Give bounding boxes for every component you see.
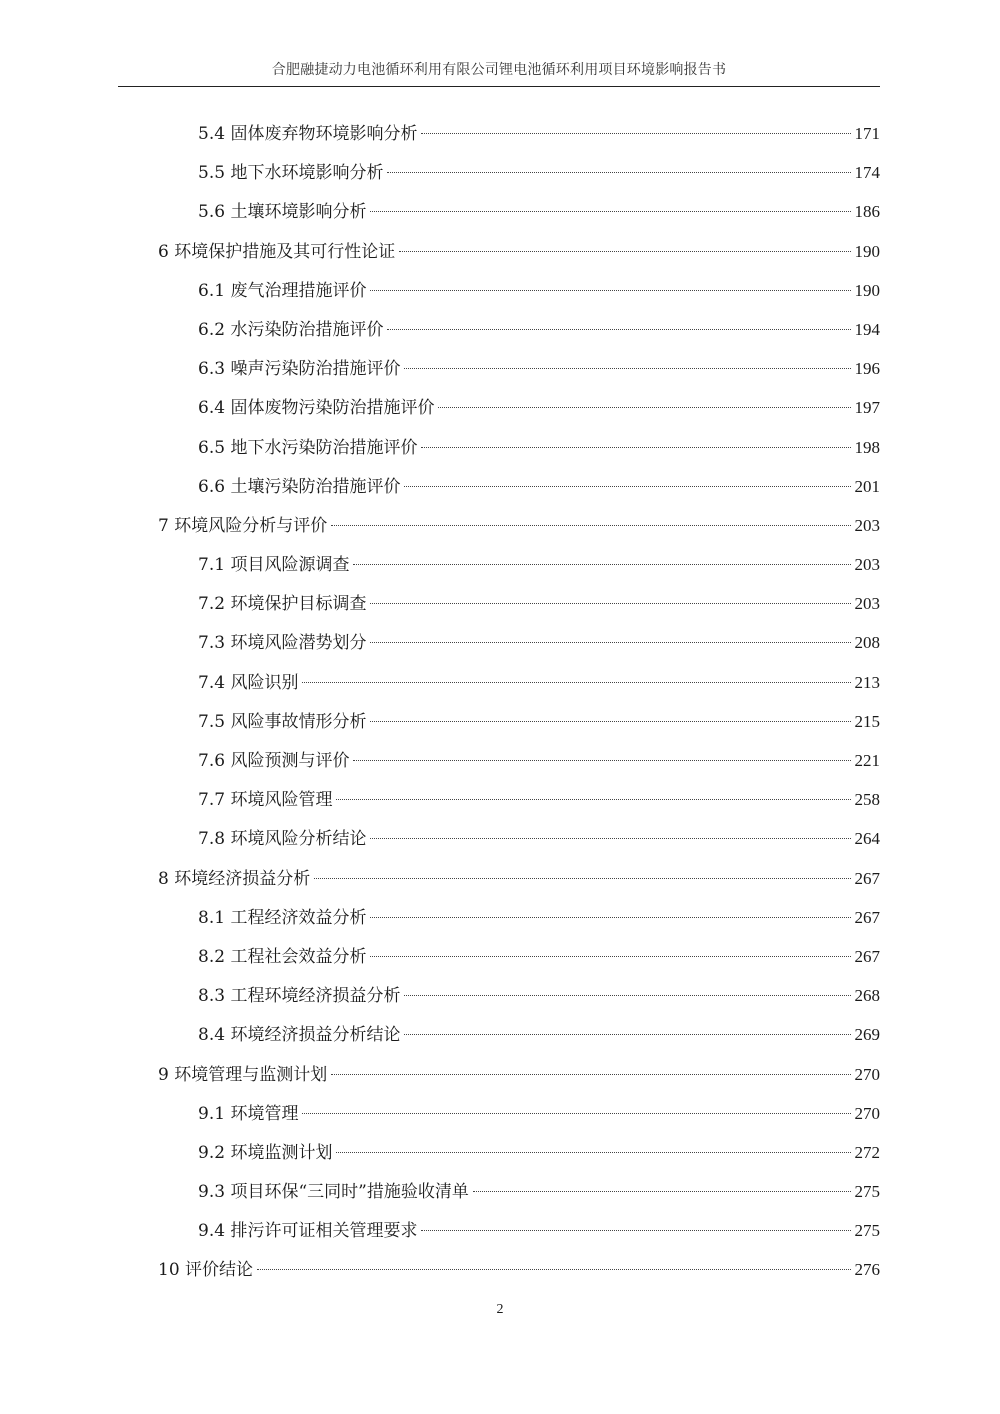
toc-entry-page-number: 275	[854, 1182, 880, 1202]
toc-entry-title: 7.5 风险事故情形分析	[198, 711, 367, 732]
toc-section-entry[interactable]	[158, 271, 880, 310]
toc-entry-page-number: 194	[854, 319, 880, 339]
toc-section-entry[interactable]	[158, 584, 880, 623]
toc-section-entry[interactable]	[158, 467, 880, 506]
toc-dot-leader	[387, 329, 850, 330]
toc-entry-title: 9.3 项目环保“三同时”措施验收清单	[198, 1182, 469, 1203]
toc-entry-title: 5.5 地下水环境影响分析	[198, 163, 384, 184]
toc-chapter-entry[interactable]	[158, 1250, 880, 1289]
toc-section-entry[interactable]	[158, 310, 880, 349]
toc-entry-title: 5.6 土壤环境影响分析	[198, 202, 367, 223]
toc-entry-title: 6.4 固体废物污染防治措施评价	[198, 398, 435, 419]
toc-entry-title: 9.4 排污许可证相关管理要求	[198, 1221, 418, 1242]
toc-dot-leader	[331, 525, 850, 526]
toc-entry-page-number: 186	[854, 202, 880, 222]
toc-section-entry[interactable]	[158, 819, 880, 858]
toc-section-entry[interactable]	[158, 898, 880, 937]
toc-dot-leader	[331, 1074, 850, 1075]
document-title: 合肥融捷动力电池循环利用有限公司锂电池循环利用项目环境影响报告书	[271, 62, 727, 78]
toc-entry-title: 9.2 环境监测计划	[198, 1142, 333, 1163]
toc-dot-leader	[404, 995, 850, 996]
toc-dot-leader	[421, 1230, 850, 1231]
toc-entry-title: 8.2 工程社会效益分析	[198, 946, 367, 967]
toc-dot-leader	[353, 760, 850, 761]
toc-entry-page-number: 208	[854, 633, 880, 653]
toc-dot-leader	[404, 486, 850, 487]
toc-entry-page-number: 221	[854, 751, 880, 770]
toc-dot-leader	[370, 211, 850, 212]
page-number: 2	[496, 1302, 504, 1317]
toc-entry-title: 6 环境保护措施及其可行性论证	[158, 241, 396, 262]
toc-dot-leader	[421, 133, 850, 134]
toc-section-entry[interactable]	[158, 153, 880, 192]
toc-dot-leader	[257, 1269, 850, 1270]
toc-dot-leader	[370, 721, 850, 722]
toc-entry-page-number: 275	[854, 1221, 880, 1241]
toc-dot-leader	[404, 1034, 850, 1035]
toc-section-entry[interactable]	[158, 663, 880, 702]
toc-entry-page-number: 270	[854, 1103, 880, 1123]
toc-entry-title: 10 评价结论	[158, 1260, 254, 1281]
toc-entry-title: 8 环境经济损益分析	[158, 868, 311, 889]
toc-entry-title: 7.7 环境风险管理	[198, 790, 333, 811]
toc-section-entry[interactable]	[158, 976, 880, 1015]
toc-entry-title: 6.6 土壤污染防治措施评价	[198, 476, 401, 497]
toc-chapter-entry[interactable]	[158, 1055, 880, 1094]
toc-dot-leader	[314, 878, 850, 879]
toc-section-entry[interactable]	[158, 545, 880, 584]
toc-dot-leader	[302, 682, 850, 683]
toc-entry-page-number: 267	[854, 946, 880, 966]
table-of-contents	[158, 114, 880, 1290]
toc-entry-page-number: 203	[854, 515, 880, 535]
toc-dot-leader	[387, 172, 850, 173]
toc-dot-leader	[370, 603, 850, 604]
toc-dot-leader	[438, 407, 850, 408]
toc-entry-title: 6.5 地下水污染防治措施评价	[198, 437, 418, 458]
toc-section-entry[interactable]	[158, 1133, 880, 1172]
toc-entry-title: 8.3 工程环境经济损益分析	[198, 986, 401, 1007]
toc-entry-title: 7 环境风险分析与评价	[158, 515, 328, 536]
toc-entry-page-number: 269	[854, 1025, 880, 1045]
toc-entry-page-number: 196	[854, 359, 880, 379]
toc-section-entry[interactable]	[158, 192, 880, 231]
toc-entry-page-number: 174	[854, 163, 880, 183]
toc-entry-page-number: 267	[854, 907, 880, 927]
toc-dot-leader	[353, 564, 850, 565]
toc-entry-page-number: 203	[854, 594, 880, 614]
toc-entry-title: 7.2 环境保护目标调查	[198, 594, 367, 615]
toc-dot-leader	[421, 447, 850, 448]
toc-entry-page-number: 190	[854, 241, 880, 261]
toc-entry-page-number: 267	[854, 868, 880, 888]
toc-chapter-entry[interactable]	[158, 506, 880, 545]
toc-entry-page-number: 268	[854, 986, 880, 1006]
toc-entry-title: 8.1 工程经济效益分析	[198, 907, 367, 928]
toc-entry-title: 9 环境管理与监测计划	[158, 1064, 328, 1085]
toc-entry-page-number: 198	[854, 437, 880, 457]
toc-section-entry[interactable]	[158, 741, 880, 780]
toc-entry-title: 5.4 固体废弃物环境影响分析	[198, 124, 418, 144]
toc-dot-leader	[370, 642, 850, 643]
toc-entry-page-number: 171	[854, 124, 880, 143]
toc-entry-page-number: 270	[854, 1064, 880, 1084]
toc-dot-leader	[370, 917, 850, 918]
toc-entry-page-number: 215	[854, 711, 880, 731]
toc-entry-title: 7.8 环境风险分析结论	[198, 829, 367, 850]
toc-entry-title: 7.6 风险预测与评价	[198, 751, 350, 771]
toc-dot-leader	[404, 368, 850, 369]
toc-entry-page-number: 264	[854, 829, 880, 849]
page-header	[118, 58, 880, 87]
toc-section-entry[interactable]	[158, 428, 880, 467]
toc-section-entry[interactable]	[158, 702, 880, 741]
toc-section-entry[interactable]	[158, 388, 880, 427]
toc-section-entry[interactable]	[158, 937, 880, 976]
toc-entry-page-number: 213	[854, 672, 880, 692]
toc-entry-page-number: 197	[854, 398, 880, 418]
toc-chapter-entry[interactable]	[158, 232, 880, 271]
toc-entry-title: 7.1 项目风险源调查	[198, 555, 350, 576]
toc-entry-page-number: 201	[854, 476, 880, 496]
toc-dot-leader	[302, 1113, 850, 1114]
toc-entry-title: 8.4 环境经济损益分析结论	[198, 1025, 401, 1046]
toc-dot-leader	[370, 290, 850, 291]
toc-entry-page-number: 203	[854, 555, 880, 575]
toc-section-entry[interactable]	[158, 1015, 880, 1054]
toc-section-entry[interactable]	[158, 623, 880, 662]
toc-dot-leader	[336, 799, 850, 800]
toc-dot-leader	[473, 1191, 851, 1192]
toc-entry-title: 9.1 环境管理	[198, 1103, 299, 1124]
toc-entry-page-number: 276	[854, 1260, 880, 1280]
toc-entry-title: 6.1 废气治理措施评价	[198, 280, 367, 301]
toc-chapter-entry[interactable]	[158, 859, 880, 898]
toc-section-entry[interactable]	[158, 780, 880, 819]
toc-entry-page-number: 190	[854, 280, 880, 300]
toc-section-entry[interactable]	[158, 349, 880, 388]
toc-entry-title: 7.4 风险识别	[198, 672, 299, 693]
toc-entry-title: 6.3 噪声污染防治措施评价	[198, 359, 401, 380]
toc-dot-leader	[399, 251, 850, 252]
toc-entry-title: 7.3 环境风险潜势划分	[198, 633, 367, 654]
toc-section-entry[interactable]	[158, 1172, 880, 1211]
toc-dot-leader	[370, 838, 850, 839]
toc-section-entry[interactable]	[158, 1094, 880, 1133]
toc-dot-leader	[336, 1152, 850, 1153]
toc-entry-page-number: 272	[854, 1142, 880, 1162]
toc-section-entry[interactable]	[158, 114, 880, 153]
toc-dot-leader	[370, 956, 850, 957]
toc-section-entry[interactable]	[158, 1211, 880, 1250]
toc-entry-title: 6.2 水污染防治措施评价	[198, 319, 384, 340]
toc-entry-page-number: 258	[854, 790, 880, 810]
